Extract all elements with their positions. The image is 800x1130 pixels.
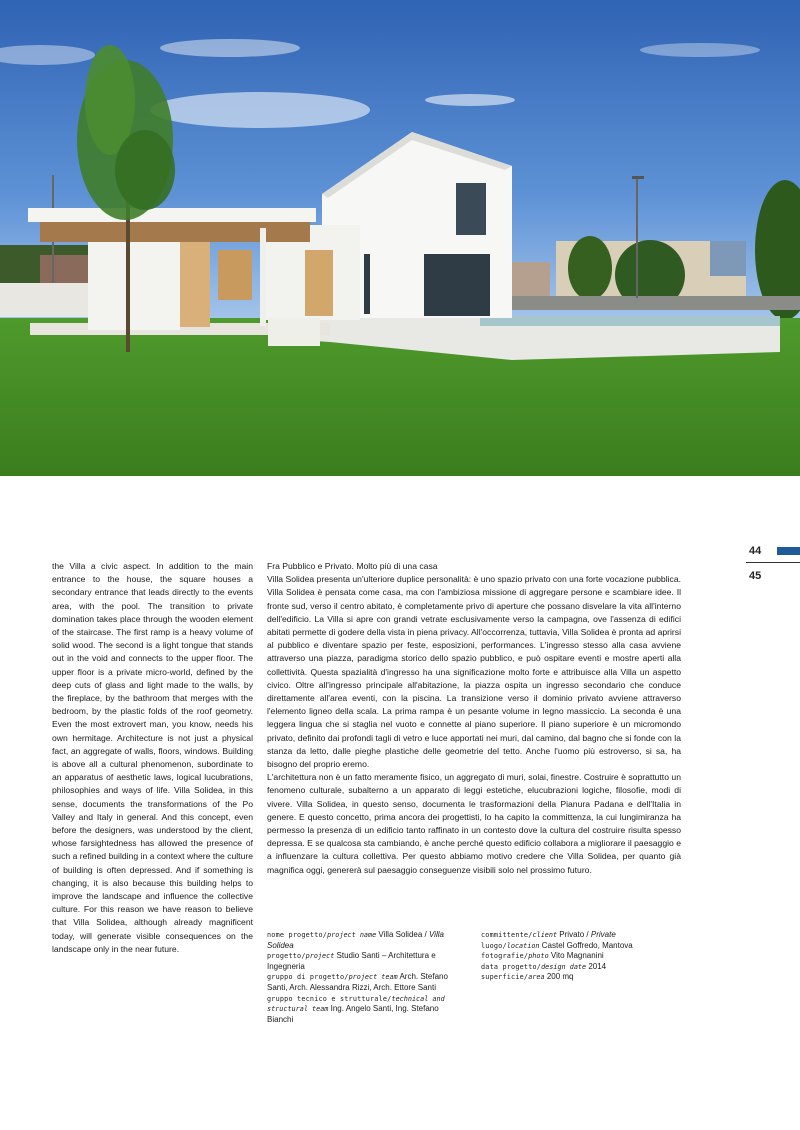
credit-value: Ing. Angelo Santi, Ing. Stefano Bianchi xyxy=(267,1004,439,1024)
credit-value-en: Villa Solidea xyxy=(267,930,444,950)
page-accent-bar xyxy=(777,547,800,555)
italian-paragraph-2: L'architettura non è un fatto meramente fisico, un aggregato di muri, solai, finestre. Costruire è soprattutto un fenomeno culturale, subalterno a un apparato di leggi estetiche, elucubrazioni logiche, filosofie, modi di vivere. Villa Solidea, in questo senso, documenta le trasformazioni della Pianura Padana e dell'Italia in genere. E questo concetto, prima ancora dei progettisti, lo ha capito la committenza, la cui lungimiranza ha permesso la presenza di un edificio tanto raffinato in un contesto dove la cultura del costruire risulta spesso depressa. E se qualcosa sta cambiando, è anche perché questo edificio collabora a migliorare il paesaggio e a influenzare la cultura collettiva. Per questo abbiamo motivo credere che Villa Solidea, per quanto già magnifica oggi, genererà sul paesaggio conseguenze visibili solo nel prossimo futuro. xyxy=(267,772,681,875)
credit-label: gruppo di progetto/ xyxy=(267,973,349,982)
credits-left xyxy=(267,930,467,1025)
credit-label-en: project team xyxy=(348,973,398,982)
credit-design-date xyxy=(481,962,681,973)
credit-value: 200 mq xyxy=(544,972,574,982)
credit-value: Castel Goffredo, Mantova xyxy=(539,940,633,950)
credit-value: Privato / xyxy=(557,930,591,939)
credit-label-en: technical and structural team xyxy=(267,994,445,1014)
credit-location xyxy=(481,941,681,952)
credit-label: gruppo tecnico e strutturale/ xyxy=(267,994,392,1003)
italian-text-column xyxy=(267,560,681,877)
credit-value-en: Private xyxy=(590,930,616,939)
credit-project-name xyxy=(267,930,467,951)
page-number-right: 45 xyxy=(749,570,762,582)
credit-label: committente/ xyxy=(481,931,533,939)
credit-label: data progetto/ xyxy=(481,962,542,971)
credit-label-en: project name xyxy=(327,931,377,939)
credit-label: luogo/ xyxy=(481,941,507,950)
credit-project-team xyxy=(267,972,467,993)
credit-label-en: location xyxy=(506,941,540,950)
credits-right xyxy=(481,930,681,983)
italian-paragraph-1: Villa Solidea presenta un'ulteriore duplice personalità: è uno spazio privato con una forte vocazione pubblica. Villa Solidea è pensata come casa, ma con l'ambiziosa missione di aggregare persone e scambiare idee. Il fronte sud, verso il centro abitato, è completamente privo di aperture che possano disvelare la vita all'interno dell'edificio. La Villa si apre con grandi vetrate esclusivamente verso la campagna, ove l'assenza di edifici abitati permette di godere della vista in piena privacy. All'occorrenza, tuttavia, Villa Solidea è pronta ad aprirsi al pubblico e diventare spazio per feste, esposizioni, performances. L'ingresso stesso alla casa avviene attraverso una piazza, paradigma storico dello spazio pubblico, e può ospitare eventi e mostre aperti alla collettività. Questa spazialità d'ingresso ha una significazione molto forte e attribuisce alla Villa un aspetto civico. Oltre all'ingresso principale all'abitazione, la piazza ospita un ingresso secondario che conduce direttamente all'area eventi, con la piscina. La transizione verso il dominio privato avviene attraverso l'elemento ligneo della scala. La prima rampa è un pesante volume in legno massiccio. La seconda è una leggera lingua che si staglia nel vuoto e connette al piano superiore. Il piano superiore è un micromondo privato, definito dai profondi tagli di vetro e luce apportati nei muri, dal camino, dal bagno che si fonde con la stanza da letto, dalle pieghe plastiche delle geometrie del tetto. Anche l'uomo più estroverso, si sa, ha bisogno del proprio eremo. xyxy=(267,574,681,770)
page-number-divider xyxy=(746,562,800,563)
credit-value: Villa Solidea / xyxy=(376,930,429,939)
credit-label: progetto/ xyxy=(267,952,306,961)
credit-value: Arch. Stefano Santi, Arch. Alessandra Rizzi, Arch. Ettore Santi xyxy=(267,972,448,992)
credit-label-en: project xyxy=(305,952,335,961)
credit-label-en: client xyxy=(532,931,558,939)
credit-value: Studio Santi – Architettura e Ingegneria xyxy=(267,951,436,971)
credit-value: 2014 xyxy=(586,961,607,971)
credit-technical-team xyxy=(267,994,467,1026)
english-paragraph: the Villa a civic aspect. In addition to the main entrance to the house, the square houses a secondary entrance that leads directly to the events area, with the pool. The transition to private domination takes place through the wooden element of the staircase. The first ramp is a heavy volume of solid wood. The second is a light tongue that stands out in the void and connects to the upper floor. The upper floor is a private micro-world, defined by the deep cuts of glass and light made to the walls, by the fireplace, by the bathroom that merges with the bedroom, by the plastic folds of the roof geometry. Even the most extrovert man, you know, needs his own hermitage. Architecture is not just a physical fact, an aggregate of walls, floors, windows. Building is above all a cultural phenomenon, subordinate to an apparatus of aesthetic laws, logical lucubrations, philosophies and ways of life. Villa Solidea, in this sense, documents the transformations of the Po Valley and Italy in general. And this concept, even before the designers, was understood by the client, whose farsightedness has allowed the presence of such a refined building in a context where the culture of building is often depressed. And if something is changing, it is also because this building helps to improve the landscape and influence the collective culture. For this reason we have reason to believe that Villa Solidea, although already magnificent today, will generate visible consequences on the landscape only in the near future. xyxy=(52,561,253,954)
credit-value: Vito Magnanini xyxy=(548,951,604,961)
credit-label: superficie/ xyxy=(481,973,529,982)
credit-area xyxy=(481,972,681,983)
credit-label: fotografie/ xyxy=(481,952,529,961)
english-text-column xyxy=(52,560,253,956)
page-number-left: 44 xyxy=(749,545,762,557)
credit-label: nome progetto/ xyxy=(267,931,328,939)
credit-photo xyxy=(481,951,681,962)
credit-label-en: area xyxy=(528,973,545,982)
credit-client xyxy=(481,930,681,941)
italian-heading: Fra Pubblico e Privato. Molto più di una casa xyxy=(267,561,438,571)
credit-label-en: photo xyxy=(528,952,549,961)
credit-project xyxy=(267,951,467,972)
credit-label-en: design date xyxy=(541,962,587,971)
villa-photo xyxy=(0,0,800,476)
